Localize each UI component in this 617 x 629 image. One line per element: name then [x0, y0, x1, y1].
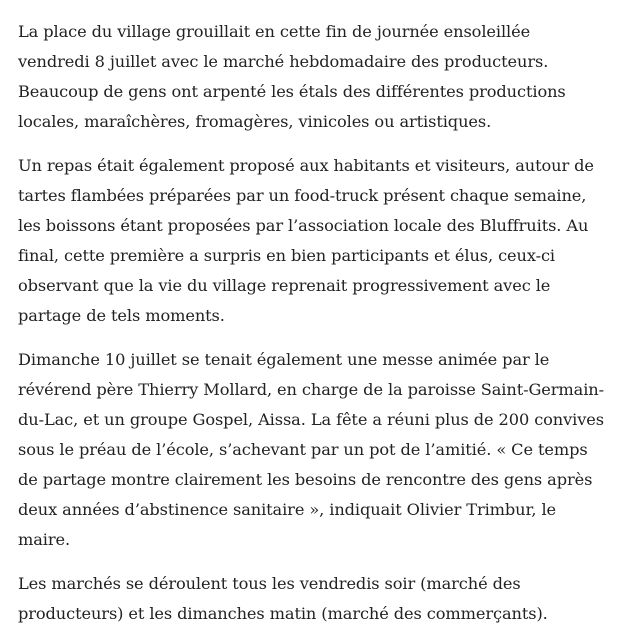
article-paragraph: Les marchés se déroulent tous les vendredis soir (marché des producteurs) et les dimanches matin (marché des commerçants). [18, 574, 548, 623]
article-paragraph: Un repas était également proposé aux habitants et visiteurs, autour de tartes flambées préparées par un food-truck présent chaque semaine, les boissons étant proposées par l’association locale des Bluffruits. Au final, cette première a surpris en bien participants et élus, ceux-ci observant que la vie du village reprenait progressivement avec le partage de tels moments. [18, 156, 594, 325]
article-paragraph: La place du village grouillait en cette fin de journée ensoleillée vendredi 8 juillet avec le marché hebdomadaire des producteurs. Beaucoup de gens ont arpenté les étals des différentes productions locales, maraîchères, fromagères, vinicoles ou artistiques. [18, 22, 566, 131]
article-paragraph: Dimanche 10 juillet se tenait également une messe animée par le révérend père Thierry Mollard, en charge de la paroisse Saint-Germain-du-Lac, et un groupe Gospel, Aissa. La fête a réuni plus de 200 convives sous le préau de l’école, s’achevant par un pot de l’amitié. « Ce temps de partage montre clairement les besoins de rencontre des gens après deux années d’abstinence sanitaire », indiquait Olivier Trimbur, le maire. [18, 350, 604, 549]
article-body [18, 17, 604, 629]
